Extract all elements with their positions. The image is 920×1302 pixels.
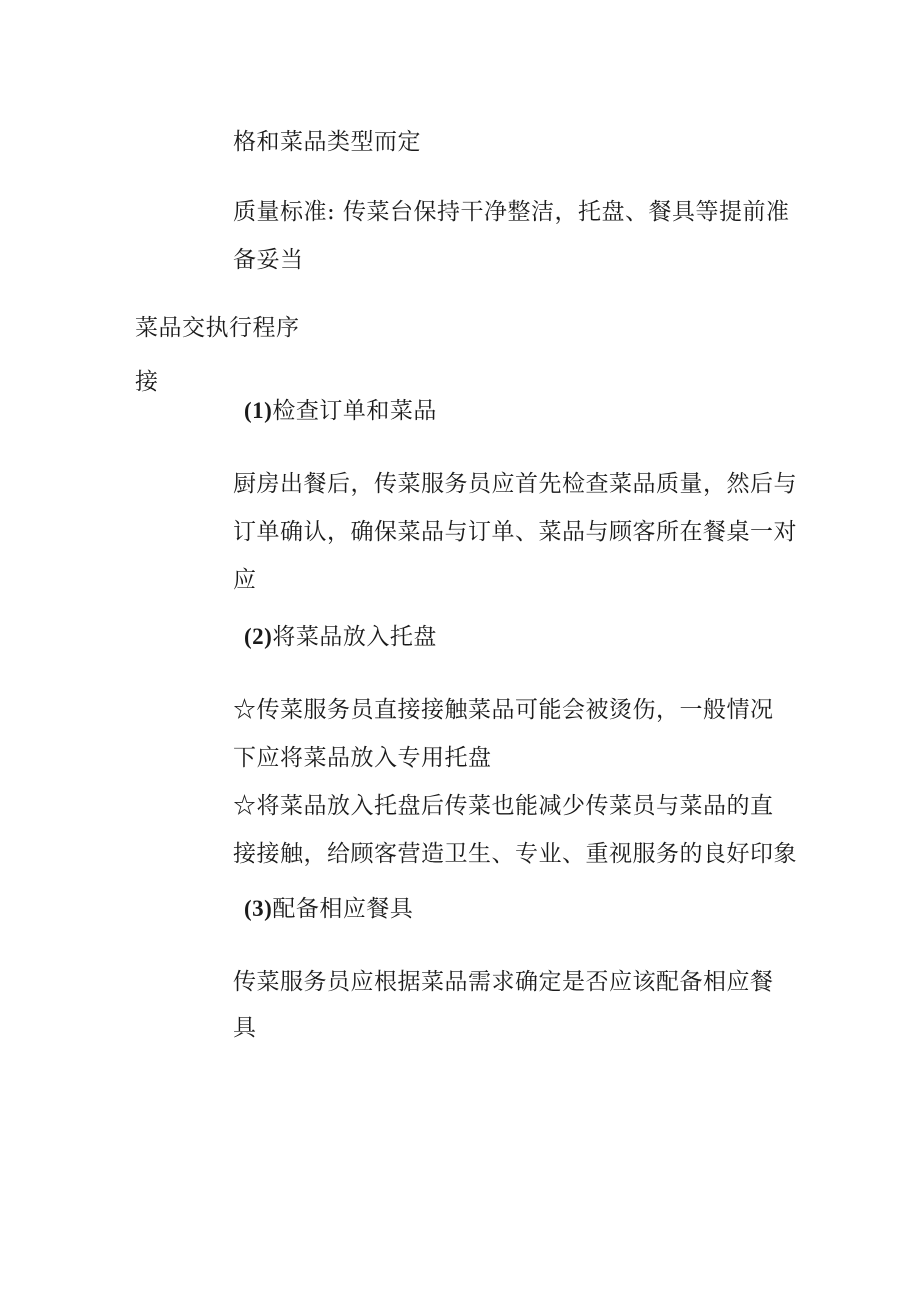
step-3-number: (3): [244, 896, 273, 921]
step-2-body-line: 下应将菜品放入专用托盘: [233, 745, 492, 771]
step-1-body-line: 应: [233, 567, 257, 593]
step-3-body-line: 传菜服务员应根据菜品需求确定是否应该配备相应餐: [233, 969, 774, 995]
quality-standard-line-2: 备妥当: [233, 247, 304, 273]
step-3-heading: [244, 894, 413, 924]
step-2-title: 将菜品放入托盘: [272, 624, 437, 650]
step-2-body-line: ☆传菜服务员直接接触菜品可能会被烫伤，一般情况: [233, 697, 774, 723]
step-1-number: (1): [244, 398, 273, 423]
step-1-body-line: 订单确认，确保菜品与订单、菜品与顾客所在餐桌一对: [233, 519, 797, 545]
step-1-body-line: 厨房出餐后，传菜服务员应首先检查菜品质量，然后与: [233, 471, 797, 497]
step-2-heading: [244, 622, 437, 652]
step-3-body-line: 具: [233, 1015, 257, 1041]
step-2-body-line: 接接触，给顾客营造卫生、专业、重视服务的良好印象: [233, 841, 797, 867]
step-3-title: 配备相应餐具: [272, 896, 414, 922]
paragraph-continuation: 格和菜品类型而定: [233, 129, 421, 155]
step-2-number: (2): [244, 624, 273, 649]
step-1-heading: [244, 396, 437, 426]
section-title: 菜品交执行程序: [135, 315, 300, 341]
side-char: 接: [135, 369, 159, 395]
quality-standard-line-1: 质量标准: 传菜台保持干净整洁，托盘、餐具等提前准: [233, 199, 790, 225]
step-1-title: 检查订单和菜品: [272, 398, 437, 424]
step-2-body-line: ☆将菜品放入托盘后传菜也能减少传菜员与菜品的直: [233, 793, 774, 819]
